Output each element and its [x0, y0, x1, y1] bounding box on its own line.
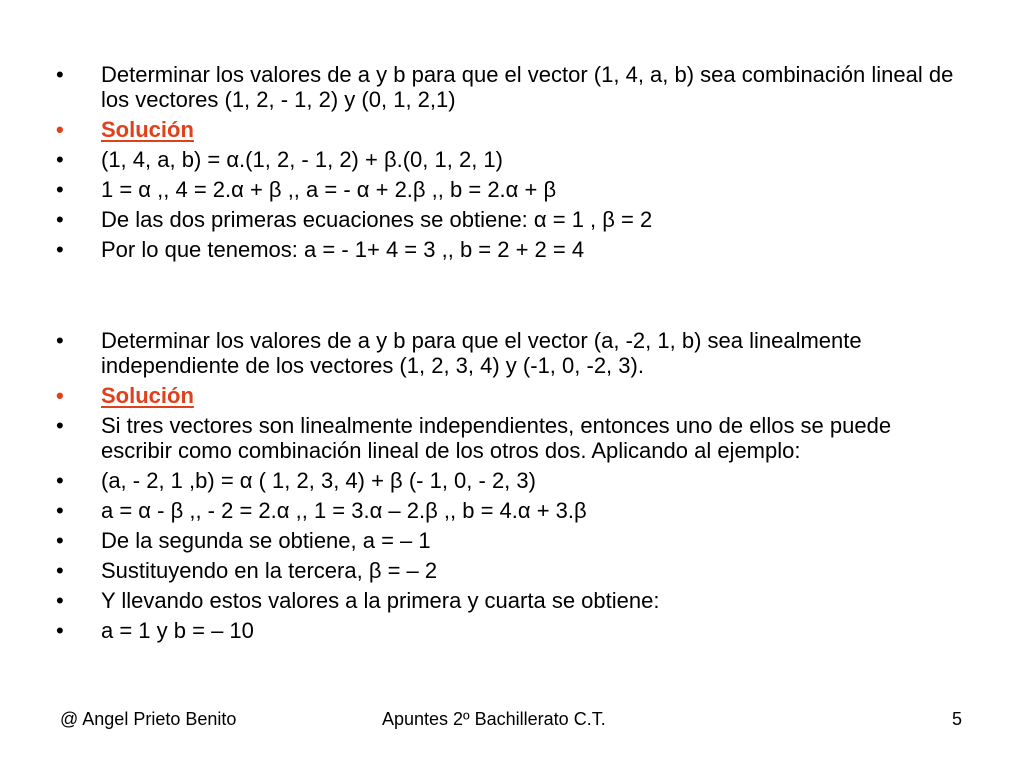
bullet-icon: • — [56, 383, 64, 408]
bullet-text: De las dos primeras ecuaciones se obtiene: α = 1 , β = 2 — [101, 207, 653, 232]
bullet-solution-heading-2 — [56, 383, 956, 408]
bullet-exercise-1 — [56, 62, 956, 112]
bullet-icon: • — [56, 558, 64, 583]
bullet-icon: • — [56, 468, 64, 493]
bullet-icon: • — [56, 117, 64, 142]
bullet-step — [56, 177, 956, 202]
bullet-step — [56, 413, 956, 463]
section-spacer — [56, 267, 956, 328]
bullet-step — [56, 237, 956, 262]
bullet-step — [56, 558, 956, 583]
bullet-icon: • — [56, 177, 64, 202]
bullet-icon: • — [56, 618, 64, 643]
bullet-step — [56, 207, 956, 232]
footer-page-number: 5 — [952, 709, 963, 729]
bullet-step — [56, 618, 956, 643]
bullet-text: 1 = α ,, 4 = 2.α + β ,, a = - α + 2.β ,, b = 2.α + β — [101, 177, 557, 202]
bullet-text: Y llevando estos valores a la primera y cuarta se obtiene: — [101, 588, 660, 613]
bullet-exercise-2 — [56, 328, 956, 378]
bullet-icon: • — [56, 588, 64, 613]
bullet-step — [56, 498, 956, 523]
bullet-text: (1, 4, a, b) = α.(1, 2, - 1, 2) + β.(0, 1, 2, 1) — [101, 147, 503, 172]
bullet-icon: • — [56, 237, 64, 262]
bullet-icon: • — [56, 328, 64, 353]
bullet-text: a = α - β ,, - 2 = 2.α ,, 1 = 3.α – 2.β ,, b = 4.α + 3.β — [101, 498, 587, 523]
bullet-step — [56, 468, 956, 493]
bullet-list — [56, 62, 956, 648]
bullet-text: Por lo que tenemos: a = - 1+ 4 = 3 ,, b = 2 + 2 = 4 — [101, 237, 585, 262]
bullet-icon: • — [56, 62, 64, 87]
bullet-text: Determinar los valores de a y b para que el vector (a, -2, 1, b) sea linealmente independiente de los vectores (1, 2, 3, 4) y (-1, 0, -2, 3). — [101, 328, 862, 378]
footer-course: Apuntes 2º Bachillerato C.T. — [382, 709, 606, 729]
footer-author: @ Angel Prieto Benito — [60, 709, 237, 729]
bullet-icon: • — [56, 413, 64, 438]
bullet-step — [56, 528, 956, 553]
bullet-text: (a, - 2, 1 ,b) = α ( 1, 2, 3, 4) + β (- 1, 0, - 2, 3) — [101, 468, 536, 493]
bullet-text: Si tres vectores son linealmente independientes, entonces uno de ellos se puede escribir como combinación lineal de los otros dos. Aplicando al ejemplo: — [101, 413, 892, 463]
bullet-step — [56, 147, 956, 172]
bullet-icon: • — [56, 498, 64, 523]
bullet-step — [56, 588, 956, 613]
bullet-solution-heading-1 — [56, 117, 956, 142]
bullet-text: Determinar los valores de a y b para que el vector (1, 4, a, b) sea combinación lineal de los vectores (1, 2, - 1, 2) y (0, 1, 2,1) — [101, 62, 954, 112]
solution-heading: Solución — [101, 383, 194, 408]
bullet-icon: • — [56, 207, 64, 232]
bullet-text: a = 1 y b = – 10 — [101, 618, 254, 643]
bullet-text: De la segunda se obtiene, a = – 1 — [101, 528, 431, 553]
bullet-text: Sustituyendo en la tercera, β = – 2 — [101, 558, 438, 583]
bullet-icon: • — [56, 528, 64, 553]
bullet-icon: • — [56, 147, 64, 172]
solution-heading: Solución — [101, 117, 194, 142]
